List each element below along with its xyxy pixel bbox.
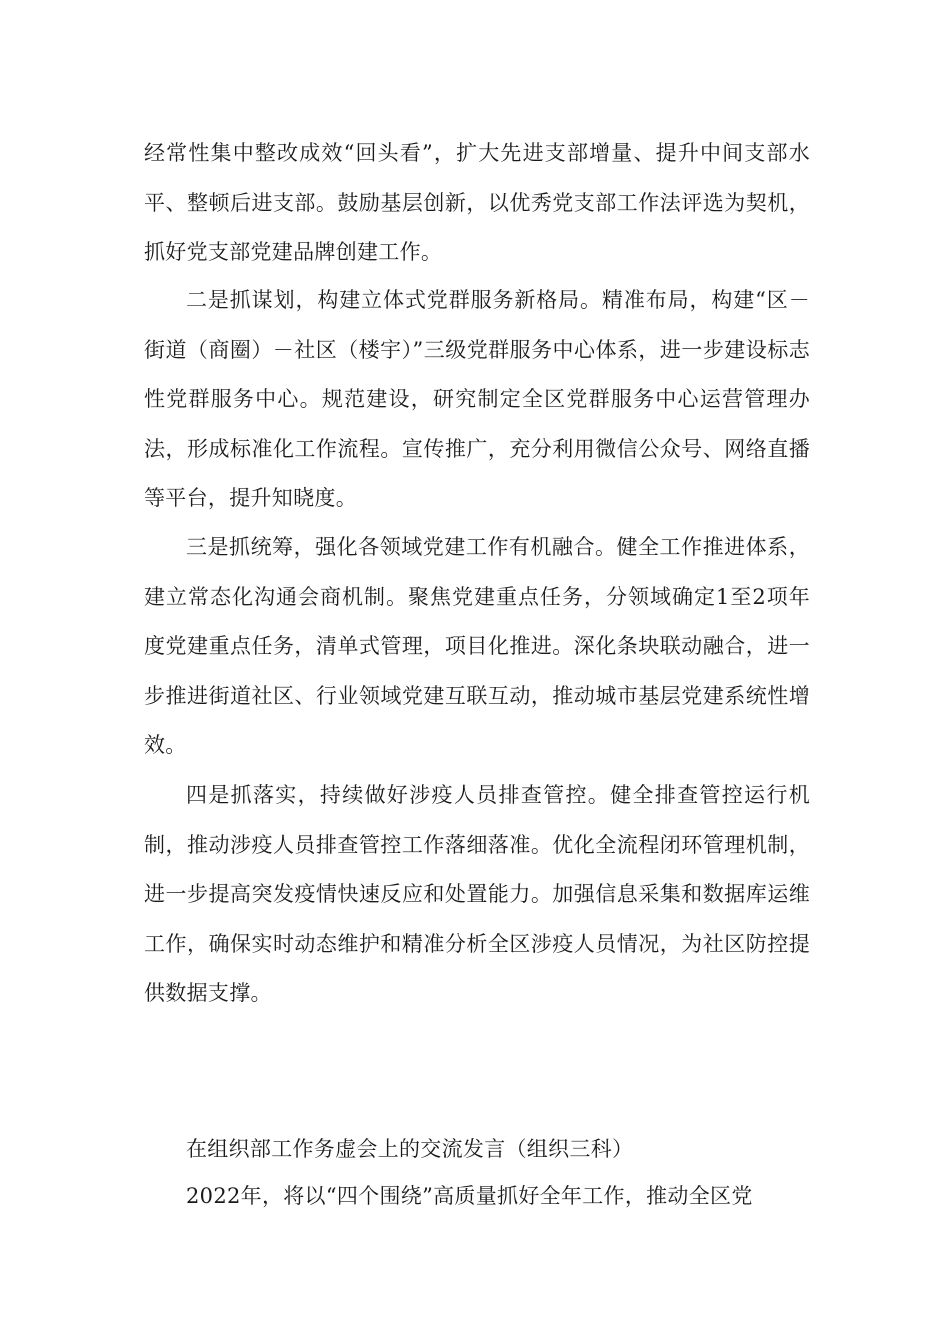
section-opening-paragraph: 2022年，将以“四个围绕”高质量抓好全年工作，推动全区党 <box>186 1184 753 1208</box>
paragraph-implementation: 四是抓落实，持续做好涉疫人员排查管控。健全排查管控运行机制，推动涉疫人员排查管控工作落细落准。优化全流程闭环管理机制，进一步提高突发疫情快速反应和处置能力。加强信息采集和数据库运维工作，确保实时动态维护和精准分析全区涉疫人员情况，为社区防控提供数据支撑。 <box>144 783 810 1005</box>
paragraph-coordination: 三是抓统筹，强化各领域党建工作有机融合。健全工作推进体系，建立常态化沟通会商机制。聚焦党建重点任务，分领域确定1至2项年度党建重点任务，清单式管理，项目化推进。深化条块联动融合，进一步推进街道社区、行业领域党建互联互动，推动城市基层党建系统性增效。 <box>144 535 810 757</box>
paragraph-planning: 二是抓谋划，构建立体式党群服务新格局。精准布局，构建“区－街道（商圈）－社区（楼宇）”三级党群服务中心体系，进一步建设标志性党群服务中心。规范建设，研究制定全区党群服务中心运营管理办法，形成标准化工作流程。宣传推广，充分利用微信公众号、网络直播等平台，提升知晓度。 <box>144 288 810 510</box>
paragraph-continuation: 经常性集中整改成效“回头看”，扩大先进支部增量、提升中间支部水平、整顿后进支部。鼓励基层创新，以优秀党支部工作法评选为契机，抓好党支部党建品牌创建工作。 <box>144 141 810 264</box>
section-title: 在组织部工作务虚会上的交流发言（组织三科） <box>186 1137 634 1161</box>
